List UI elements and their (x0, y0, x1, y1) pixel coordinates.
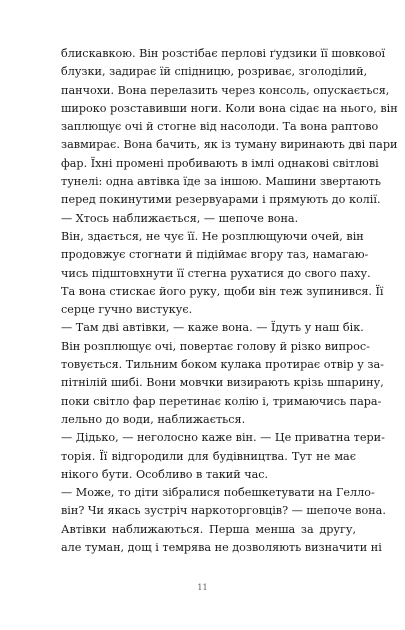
text-line: чись підштовхнути її стегна рухатися до свого паху. (61, 266, 371, 280)
page-number: 11 (197, 583, 208, 592)
text-line: перед покинутими резервуарами і прямують до колії. (61, 193, 381, 207)
text-line: блузки, задирає їй спідницю, розриває, зголоділий, (61, 65, 368, 79)
text-line: тунелі: одна автівка їде за іншою. Машини звертають (61, 175, 381, 189)
text-line: продовжує стогнати й підіймає вгору таз, намагаю- (61, 248, 369, 262)
text-line: — Хтось наближається, — шепоче вона. (61, 211, 299, 225)
text-line: нікого бути. Особливо в такий час. (61, 467, 269, 481)
text-line: пітнілій шибі. Вони мовчки визирають крізь шпарину, (61, 376, 384, 390)
text-line: блискавкою. Він розстібає перлові ґудзики її шовкової (61, 47, 386, 60)
text-line: Автівки наближаються. Перша менша за другу, (61, 522, 356, 536)
body-text (61, 45, 398, 557)
text-line: фар. Їхні промені пробивають в імлі однакові світлові (61, 156, 379, 170)
text-line: Та вона стискає його руку, щоби він теж зупинився. Її (61, 284, 384, 298)
text-line: — Може, то діти зібралися побешкетувати на Гелло- (61, 486, 375, 500)
text-line: торія. Її відгородили для будівництва. Тут не має (61, 449, 356, 463)
text-line: заплющує очі й стогне від насолоди. Та вона раптово (61, 120, 379, 134)
text-line: — Там дві автівки, — каже вона. — Їдуть у наш бік. (61, 321, 364, 335)
text-line: Він, здається, не чує її. Не розплющуючи очей, він (61, 229, 364, 243)
text-line: лельно до води, наближається. (61, 412, 246, 426)
text-line: — Дідько, — неголосно каже він. — Це приватна тери- (61, 431, 385, 445)
text-line: завмирає. Вона бачить, як із туману виринають дві пари (61, 138, 398, 152)
text-line: панчохи. Вона перелазить через консоль, опускається, (61, 83, 390, 97)
text-line: поки світло фар перетинає колію і, тримаючись пара- (61, 394, 382, 408)
text-line: але туман, дощ і темрява не дозволяють визначити ні (61, 541, 382, 555)
text-line: він? Чи якась зустріч наркоторговців? — шепоче вона. (61, 504, 386, 518)
text-line: серце гучно вистукує. (61, 303, 193, 317)
text-line: Він розплющує очі, повертає голову й різко випрос- (61, 339, 370, 353)
text-line: широко розставивши ноги. Коли вона сідає на нього, він (61, 101, 398, 115)
text-line: товується. Тильним боком кулака протирає отвір у за- (61, 358, 384, 372)
